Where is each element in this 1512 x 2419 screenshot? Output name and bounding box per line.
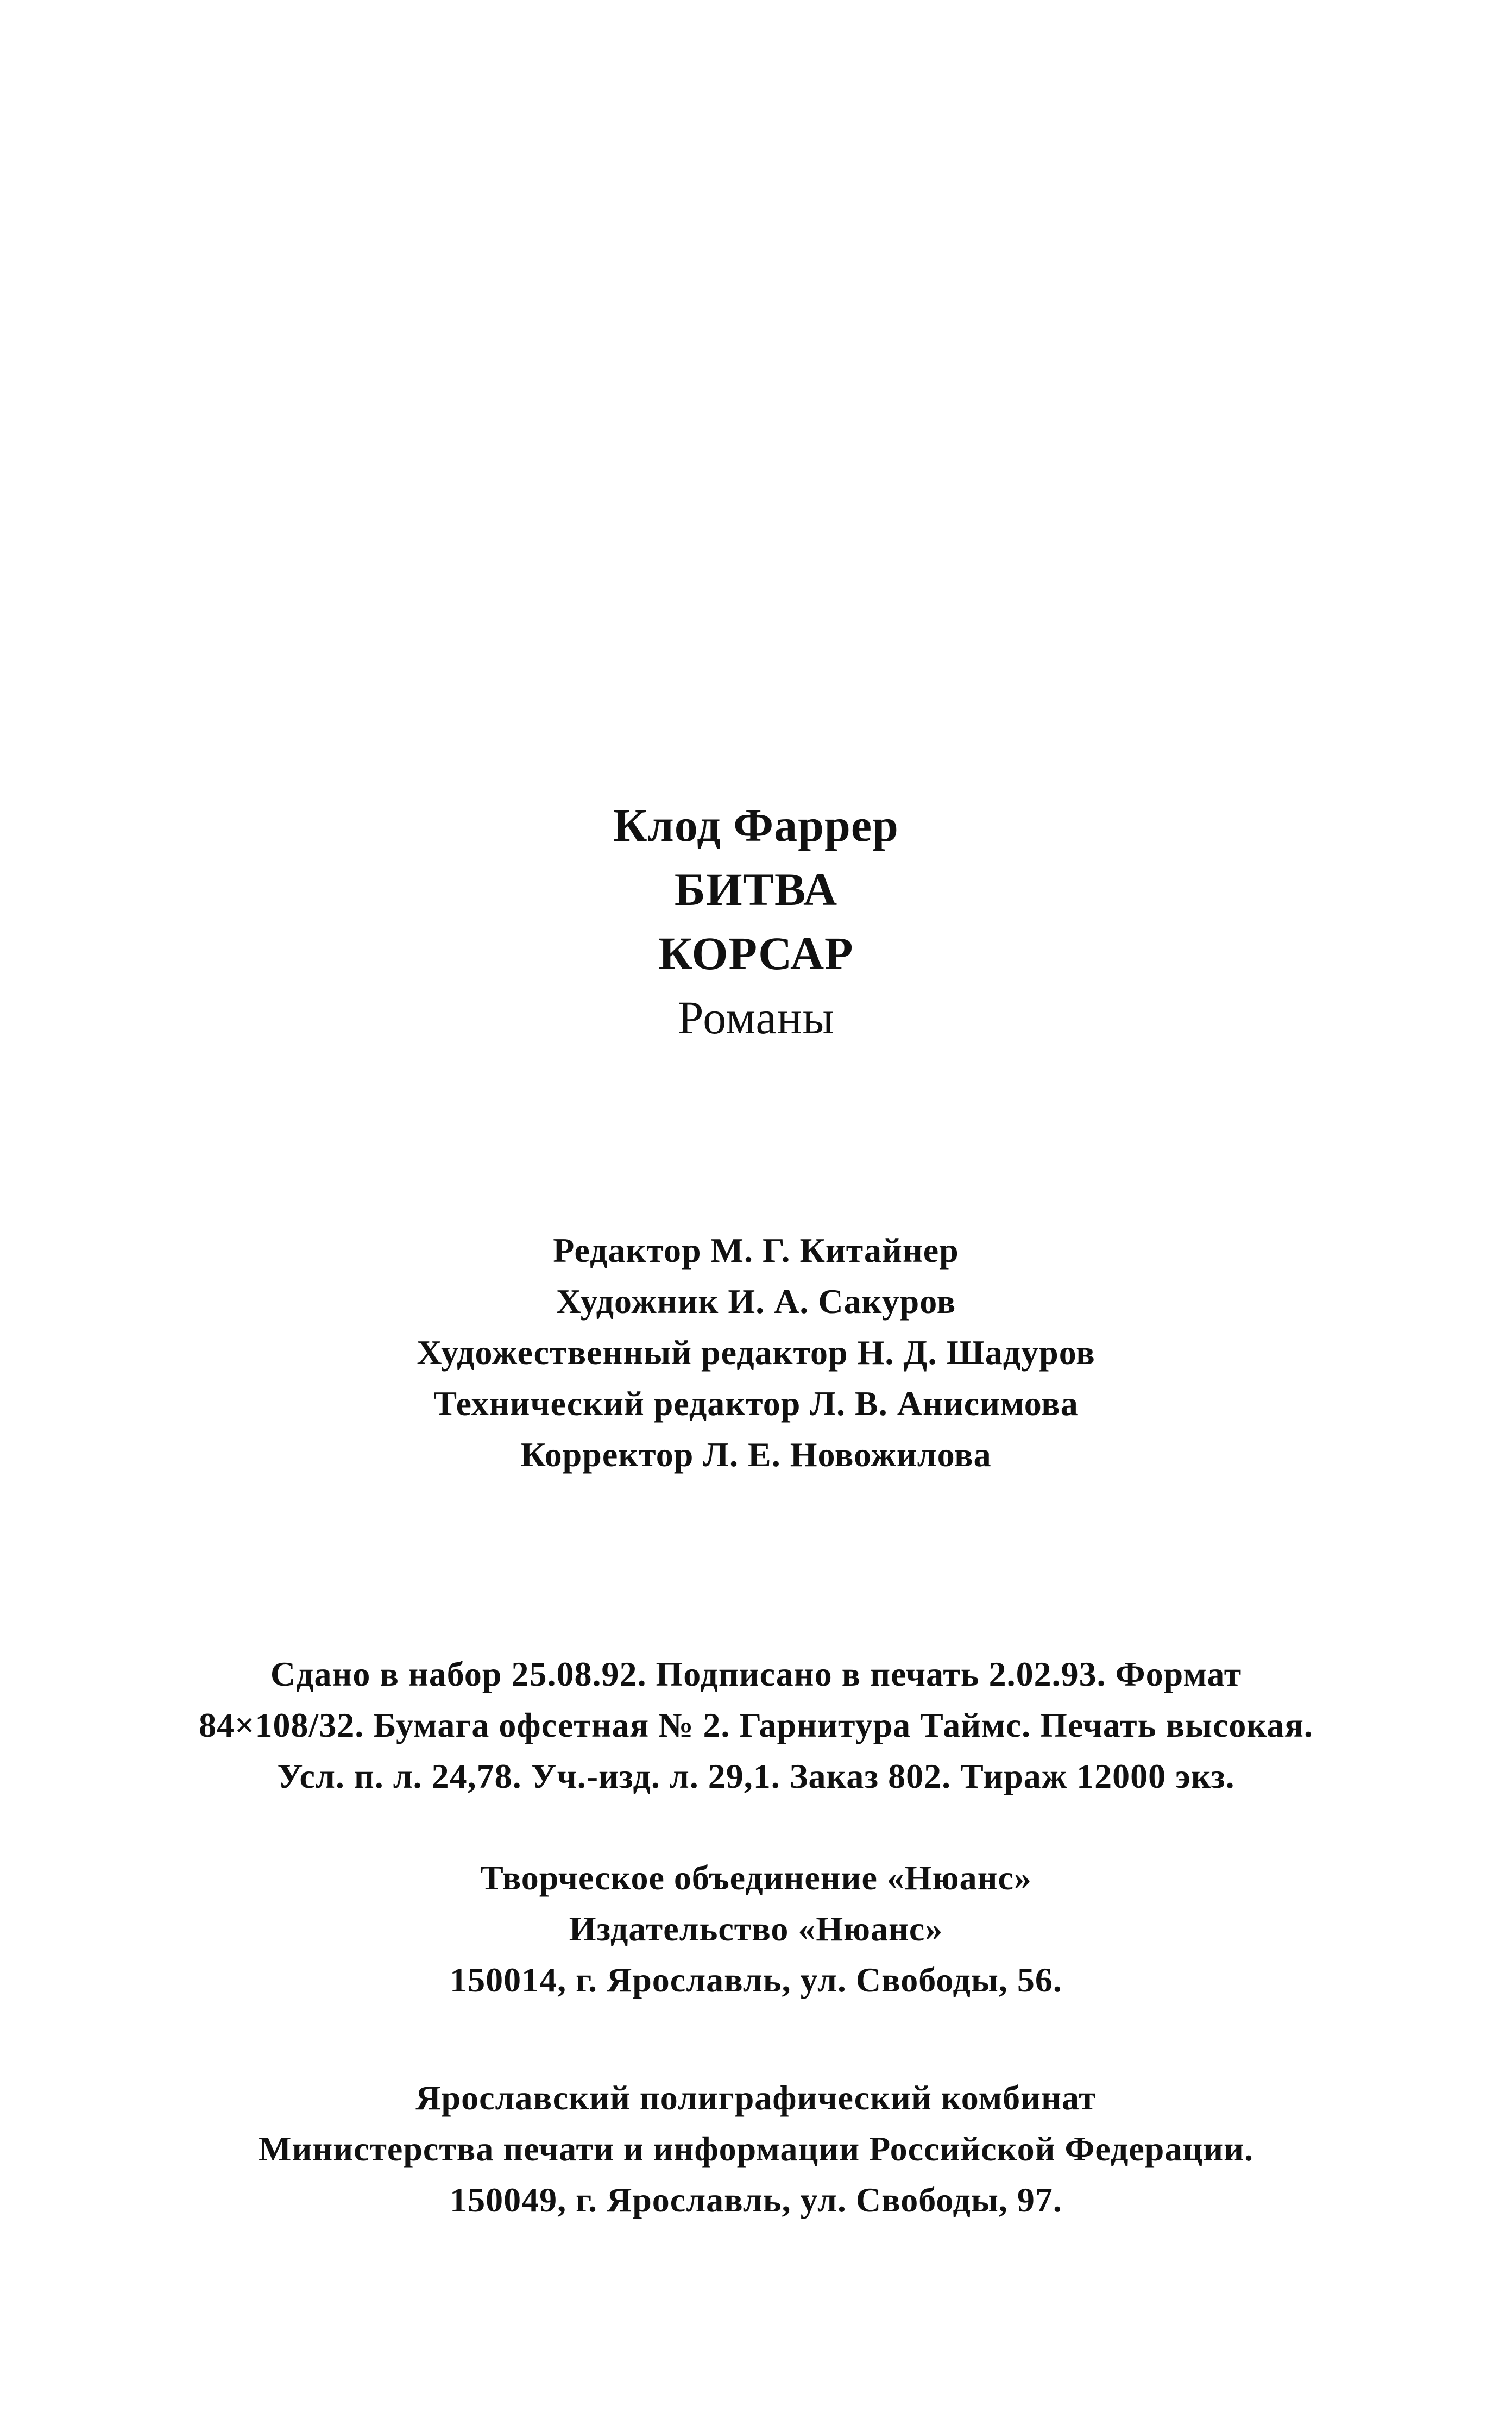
publisher-line: Творческое объединение «Нюанс» — [480, 1858, 1032, 1897]
author-name: Клод Фаррер — [613, 799, 899, 851]
credits-block — [0, 1225, 1512, 1480]
printer-line: Министерства печати и информации Российской Федерации. — [259, 2129, 1253, 2168]
publisher-line: Издательство «Нюанс» — [569, 1909, 943, 1948]
credit-technical-editor: Технический редактор Л. В. Анисимова — [433, 1384, 1079, 1423]
credit-proofreader: Корректор Л. Е. Новожилова — [520, 1435, 992, 1474]
printer-line: Ярославский полиграфический комбинат — [415, 2078, 1097, 2117]
title-block — [0, 793, 1512, 1050]
book-title-1: БИТВА — [674, 863, 838, 915]
book-title-2: КОРСАР — [658, 927, 854, 979]
print-info-line: 84×108/32. Бумага офсетная № 2. Гарнитура Таймс. Печать высокая. — [199, 1706, 1313, 1744]
printer-address: 150049, г. Ярославль, ул. Свободы, 97. — [450, 2181, 1062, 2219]
print-info-line: Усл. п. л. 24,78. Уч.-изд. л. 29,1. Заказ 802. Тираж 12000 экз. — [277, 1757, 1235, 1795]
credit-art-editor: Художественный редактор Н. Д. Шадуров — [417, 1333, 1095, 1372]
genre-label: Романы — [677, 991, 835, 1044]
printer-block — [0, 2072, 1512, 2226]
print-info-line: Сдано в набор 25.08.92. Подписано в печать 2.02.93. Формат — [270, 1655, 1242, 1693]
credit-editor: Редактор М. Г. Китайнер — [553, 1231, 959, 1270]
publisher-block — [0, 1852, 1512, 2006]
credit-artist: Художник И. А. Сакуров — [556, 1282, 956, 1321]
publisher-address: 150014, г. Ярославль, ул. Свободы, 56. — [450, 1961, 1062, 1999]
print-info-block — [0, 1649, 1512, 1802]
